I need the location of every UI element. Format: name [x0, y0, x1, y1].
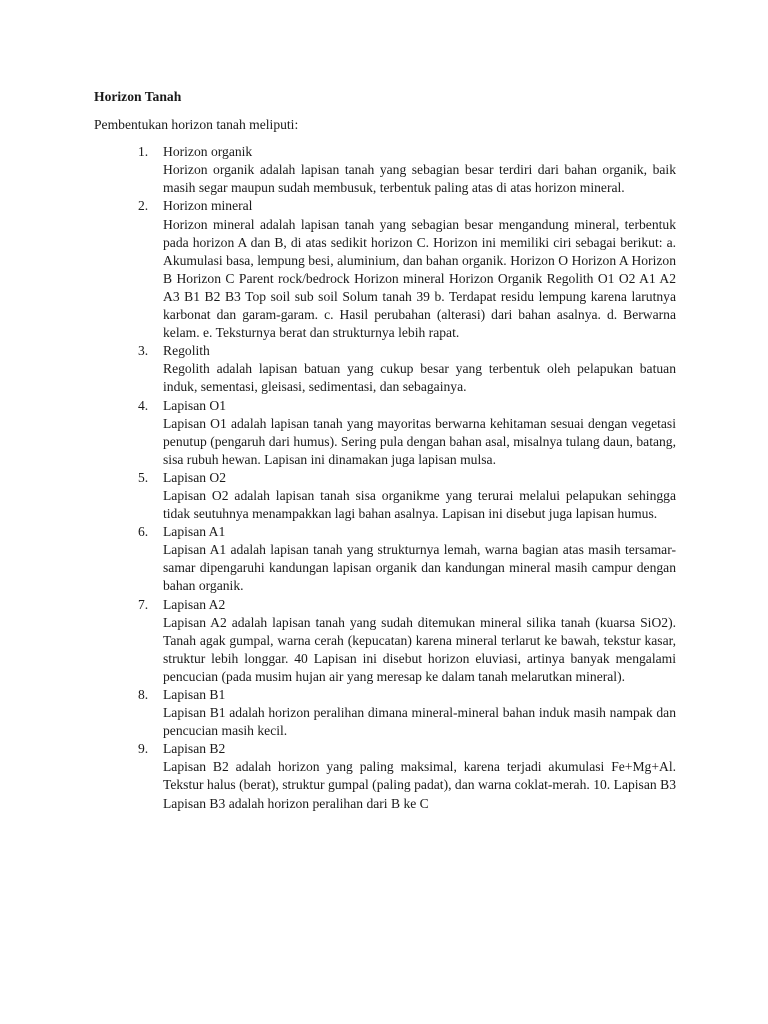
list-item-text: Regolith adalah lapisan batuan yang cukup besar yang terbentuk oleh pelapukan batuan induk, sementasi, gleisasi, sedimentasi, dan sebagainya.	[163, 361, 676, 395]
list-item-number: 6.	[138, 524, 149, 540]
list-item	[94, 397, 694, 469]
list-item-heading: Lapisan A1	[163, 524, 226, 540]
document-title: Horizon Tanah	[94, 89, 182, 104]
list-item-heading: Horizon organik	[163, 144, 253, 160]
list-item-heading: Lapisan B2	[163, 741, 226, 757]
list-item	[94, 686, 694, 740]
document-body	[94, 88, 694, 813]
list-item-heading: Lapisan B1	[163, 687, 226, 702]
list-item-heading: Regolith	[163, 343, 210, 359]
list-item	[94, 469, 694, 523]
list-item	[94, 596, 694, 686]
list-item-text: Lapisan O1 adalah lapisan tanah yang mayoritas berwarna kehitaman sesuai dengan vegetasi penutup (pengaruh dari humus). Sering pula dengan bahan asal, misalnya tulang daun, batang, sisa rubuh hewan. Lapisan ini dinamakan juga lapisan mulsa.	[163, 415, 676, 467]
list-item-text: Lapisan O2 adalah lapisan tanah sisa organikme yang terurai melalui pelapukan sehingga tidak seutuhnya menampakkan lagi bahan asalnya. Lapisan ini disebut juga lapisan humus.	[163, 487, 676, 522]
list-item-text: Horizon organik adalah lapisan tanah yang sebagian besar terdiri dari bahan organik, baik masih segar maupun sudah membusuk, terbentuk paling atas di atas horizon mineral.	[163, 162, 676, 196]
list-item	[94, 197, 694, 342]
list-item-number: 8.	[138, 687, 149, 702]
list-item-number: 1.	[138, 144, 149, 160]
list-item-text: Lapisan A1 adalah lapisan tanah yang strukturnya lemah, warna bagian atas masih tersamar-samar dipengaruhi kandungan lapisan organik dan kandungan mineral masih campur dengan bahan organik.	[163, 542, 676, 594]
list-item-heading: Horizon mineral	[163, 198, 253, 214]
list-item-text: Lapisan B2 adalah horizon yang paling maksimal, karena terjadi akumulasi Fe+Mg+Al. Tekstur halus (berat), struktur gumpal (paling padat), dan warna coklat-merah. 10. Lapisan B3 Lapisan B3 adalah horizon peralihan dari B ke C	[163, 759, 676, 811]
list-item	[94, 740, 694, 812]
list-item-heading: Lapisan O1	[163, 397, 227, 413]
list-item	[94, 143, 694, 197]
list-item-text: Lapisan B1 adalah horizon peralihan dimana mineral-mineral bahan induk masih nampak dan pencucian masih kecil.	[163, 705, 676, 739]
list-item-number: 7.	[138, 596, 149, 612]
list-item-text: Horizon mineral adalah lapisan tanah yang sebagian besar mengandung mineral, terbentuk pada horizon A dan B, di atas sedikit horizon C. Horizon ini memiliki ciri sebagai berikut: a. Akumulasi basa, lempung besi, aluminium, dan bahan organik. Horizon O Horizon A Horizon B Horizon C Parent rock/bedrock Horizon mineral Horizon Organik Regolith O1 O2 A1 A2 A3 B1 B2 B3 Top soil sub soil Solum tanah 39 b. Terdapat residu lempung karena larutnya karbonat dan garam-garam. c. Hasil perubahan (alterasi) dari bahan asalnya. d. Berwarna kelam. e. Teksturnya berat dan strukturnya lebih rapat.	[163, 216, 676, 341]
horizon-list	[94, 143, 694, 812]
list-item-heading: Lapisan O2	[163, 469, 227, 485]
list-item-number: 3.	[138, 343, 149, 359]
list-item-text: Lapisan A2 adalah lapisan tanah yang sudah ditemukan mineral silika tanah (kuarsa SiO2). Tanah agak gumpal, warna cerah (kepucatan) karena mineral terlarut ke bawah, tekstur kasar, struktur lebih longgar. 40 Lapisan ini disebut horizon eluviasi, artinya banyak mengalami pencucian (pada musim hujan air yang meresap ke dalam tanah melarutkan mineral).	[163, 614, 676, 684]
list-item	[94, 342, 694, 396]
list-item-number: 9.	[138, 741, 149, 757]
list-item-number: 2.	[138, 198, 149, 214]
list-item-number: 4.	[138, 397, 149, 413]
intro-paragraph: Pembentukan horizon tanah meliputi:	[94, 117, 299, 133]
list-item-heading: Lapisan A2	[163, 596, 226, 612]
list-item	[94, 523, 694, 595]
list-item-number: 5.	[138, 469, 149, 485]
